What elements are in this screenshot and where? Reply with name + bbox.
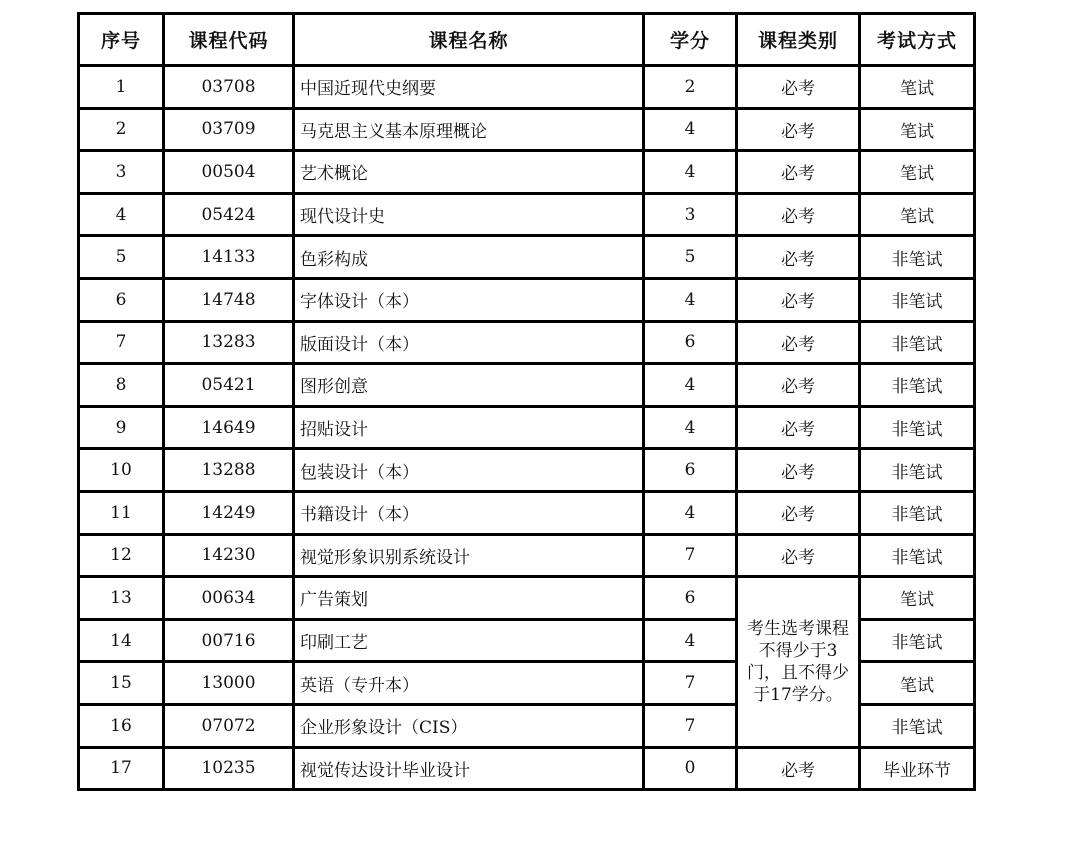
cell-credit: 6	[644, 577, 737, 620]
table-row	[79, 364, 975, 407]
cell-type: 必考	[737, 321, 860, 364]
cell-code: 00504	[164, 151, 294, 194]
cell-credit: 7	[644, 534, 737, 577]
cell-no: 17	[79, 747, 164, 790]
cell-no: 12	[79, 534, 164, 577]
cell-no: 15	[79, 662, 164, 705]
cell-credit: 4	[644, 278, 737, 321]
cell-name: 版面设计（本）	[294, 321, 644, 364]
cell-type: 必考	[737, 534, 860, 577]
cell-name: 马克思主义基本原理概论	[294, 108, 644, 151]
cell-name: 包装设计（本）	[294, 449, 644, 492]
cell-no: 10	[79, 449, 164, 492]
cell-credit: 0	[644, 747, 737, 790]
cell-code: 13288	[164, 449, 294, 492]
table-row	[79, 193, 975, 236]
cell-type: 必考	[737, 364, 860, 407]
cell-code: 03709	[164, 108, 294, 151]
cell-credit: 6	[644, 449, 737, 492]
table-body	[79, 66, 975, 790]
cell-mode: 笔试	[860, 108, 975, 151]
header-credit: 学分	[644, 14, 737, 66]
header-type: 课程类别	[737, 14, 860, 66]
cell-credit: 6	[644, 321, 737, 364]
cell-code: 14649	[164, 406, 294, 449]
cell-no: 7	[79, 321, 164, 364]
elective-note-cell: 考生选考课程不得少于3门，且不得少于17学分。	[737, 577, 860, 747]
header-code: 课程代码	[164, 14, 294, 66]
cell-credit: 7	[644, 662, 737, 705]
cell-mode: 非笔试	[860, 236, 975, 279]
table-row	[79, 491, 975, 534]
table-row	[79, 108, 975, 151]
table-row	[79, 449, 975, 492]
cell-no: 11	[79, 491, 164, 534]
cell-name: 视觉传达设计毕业设计	[294, 747, 644, 790]
course-table	[77, 12, 976, 791]
cell-no: 6	[79, 278, 164, 321]
cell-code: 14249	[164, 491, 294, 534]
cell-name: 艺术概论	[294, 151, 644, 194]
cell-credit: 5	[644, 236, 737, 279]
table-row	[79, 321, 975, 364]
cell-mode: 非笔试	[860, 491, 975, 534]
cell-code: 14230	[164, 534, 294, 577]
table-header	[79, 14, 975, 66]
header-mode: 考试方式	[860, 14, 975, 66]
cell-mode: 笔试	[860, 193, 975, 236]
cell-code: 13000	[164, 662, 294, 705]
table-row	[79, 236, 975, 279]
cell-mode: 非笔试	[860, 278, 975, 321]
table-row	[79, 577, 975, 620]
cell-type: 必考	[737, 151, 860, 194]
cell-no: 8	[79, 364, 164, 407]
header-name: 课程名称	[294, 14, 644, 66]
cell-name: 印刷工艺	[294, 619, 644, 662]
cell-mode: 非笔试	[860, 406, 975, 449]
header-no: 序号	[79, 14, 164, 66]
cell-code: 13283	[164, 321, 294, 364]
cell-credit: 7	[644, 704, 737, 747]
cell-credit: 2	[644, 66, 737, 109]
table-row	[79, 534, 975, 577]
cell-name: 企业形象设计（CIS）	[294, 704, 644, 747]
cell-credit: 3	[644, 193, 737, 236]
cell-mode: 非笔试	[860, 321, 975, 364]
cell-type: 必考	[737, 747, 860, 790]
cell-name: 中国近现代史纲要	[294, 66, 644, 109]
cell-no: 2	[79, 108, 164, 151]
cell-name: 色彩构成	[294, 236, 644, 279]
header-row	[79, 14, 975, 66]
cell-mode: 毕业环节	[860, 747, 975, 790]
cell-credit: 4	[644, 406, 737, 449]
cell-mode: 非笔试	[860, 534, 975, 577]
cell-no: 3	[79, 151, 164, 194]
cell-name: 英语（专升本）	[294, 662, 644, 705]
cell-name: 视觉形象识别系统设计	[294, 534, 644, 577]
cell-type: 必考	[737, 491, 860, 534]
cell-code: 14748	[164, 278, 294, 321]
cell-code: 05421	[164, 364, 294, 407]
cell-mode: 非笔试	[860, 364, 975, 407]
cell-no: 4	[79, 193, 164, 236]
cell-mode: 非笔试	[860, 449, 975, 492]
cell-mode: 非笔试	[860, 619, 975, 662]
cell-name: 招贴设计	[294, 406, 644, 449]
cell-type: 必考	[737, 449, 860, 492]
cell-code: 07072	[164, 704, 294, 747]
cell-type: 必考	[737, 193, 860, 236]
table-row	[79, 151, 975, 194]
cell-mode: 笔试	[860, 577, 975, 620]
table-row	[79, 66, 975, 109]
cell-no: 1	[79, 66, 164, 109]
cell-type: 必考	[737, 108, 860, 151]
cell-mode: 笔试	[860, 66, 975, 109]
cell-no: 13	[79, 577, 164, 620]
cell-credit: 4	[644, 619, 737, 662]
cell-no: 9	[79, 406, 164, 449]
course-table-sheet	[77, 12, 973, 791]
cell-no: 5	[79, 236, 164, 279]
cell-mode: 笔试	[860, 662, 975, 705]
cell-name: 书籍设计（本）	[294, 491, 644, 534]
cell-code: 00634	[164, 577, 294, 620]
cell-mode: 笔试	[860, 151, 975, 194]
cell-credit: 4	[644, 364, 737, 407]
cell-name: 现代设计史	[294, 193, 644, 236]
cell-type: 必考	[737, 236, 860, 279]
cell-code: 14133	[164, 236, 294, 279]
cell-name: 图形创意	[294, 364, 644, 407]
cell-type: 必考	[737, 278, 860, 321]
cell-code: 00716	[164, 619, 294, 662]
cell-code: 05424	[164, 193, 294, 236]
cell-code: 10235	[164, 747, 294, 790]
cell-no: 14	[79, 619, 164, 662]
table-row	[79, 406, 975, 449]
cell-type: 必考	[737, 406, 860, 449]
cell-credit: 4	[644, 491, 737, 534]
cell-no: 16	[79, 704, 164, 747]
table-row	[79, 278, 975, 321]
cell-type: 必考	[737, 66, 860, 109]
cell-name: 字体设计（本）	[294, 278, 644, 321]
cell-mode: 非笔试	[860, 704, 975, 747]
cell-credit: 4	[644, 151, 737, 194]
table-row	[79, 747, 975, 790]
cell-name: 广告策划	[294, 577, 644, 620]
cell-code: 03708	[164, 66, 294, 109]
cell-credit: 4	[644, 108, 737, 151]
